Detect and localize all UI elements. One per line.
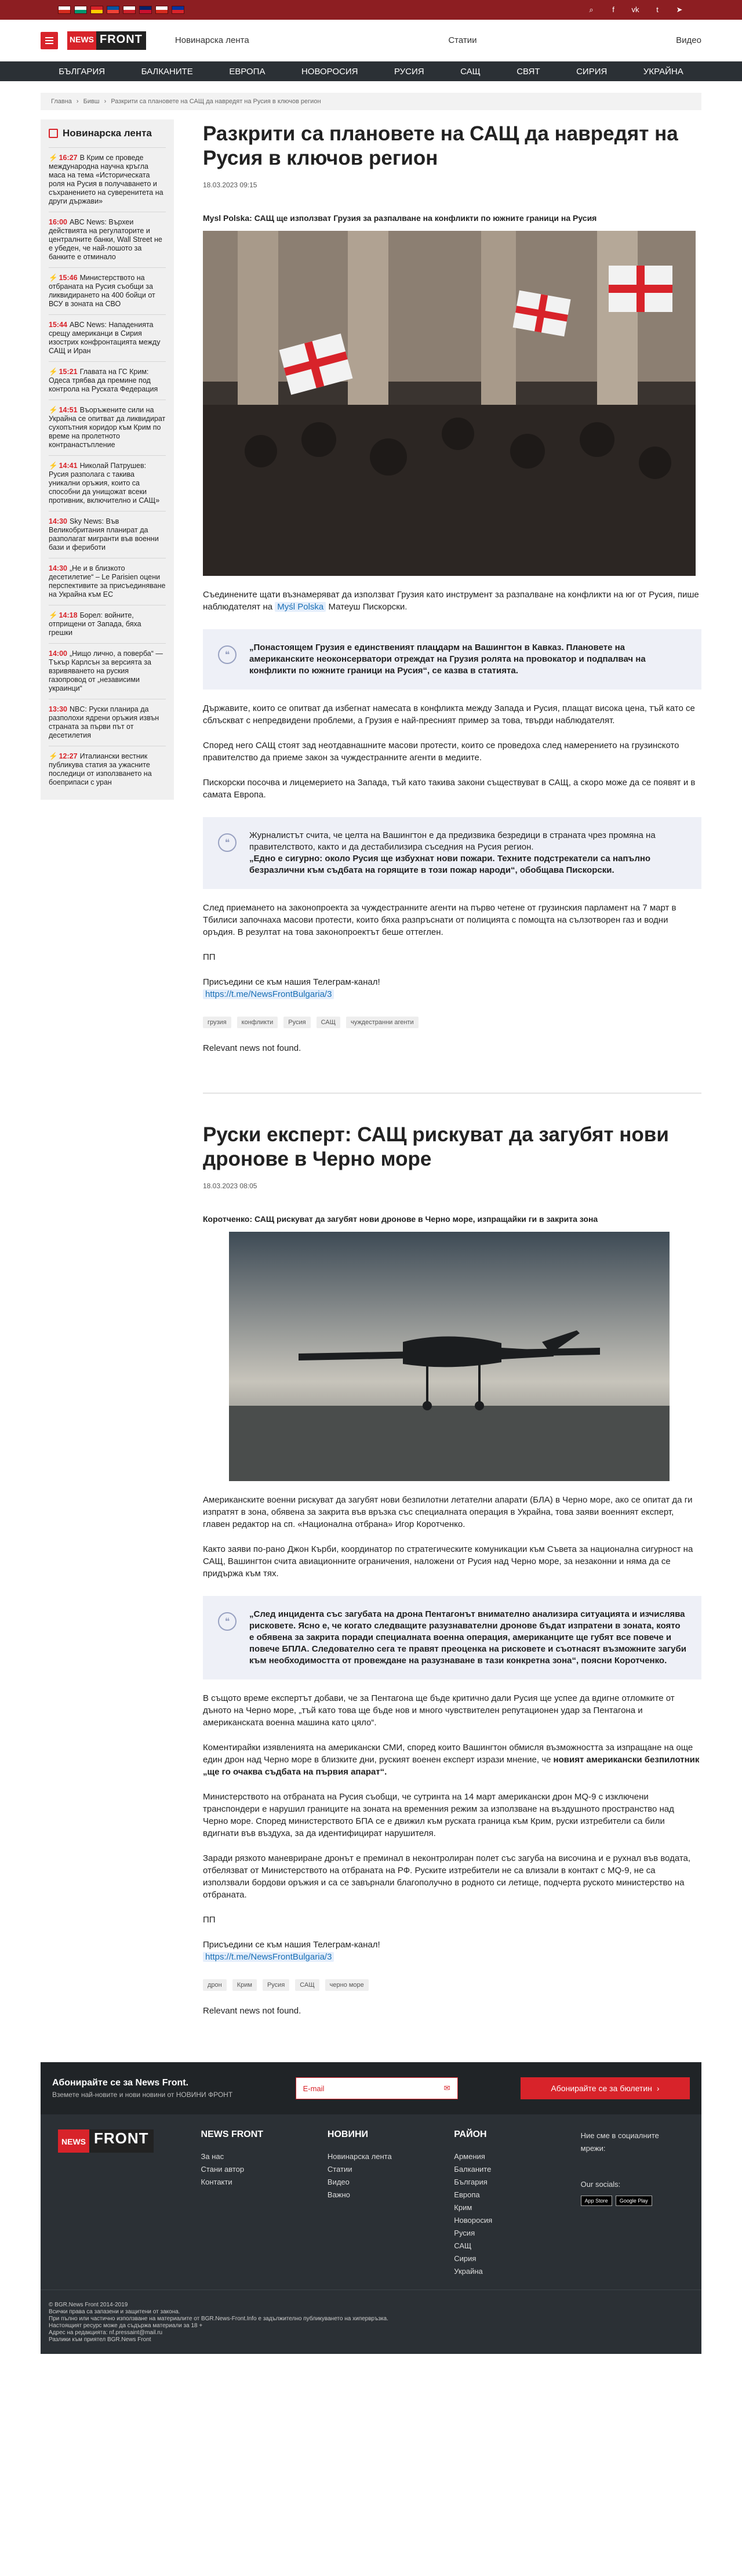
tag[interactable]: грузия — [203, 1017, 231, 1028]
flag-icon[interactable] — [139, 6, 152, 14]
tag[interactable]: дрон — [203, 1979, 227, 1991]
top-bar — [0, 0, 742, 20]
news-feed-item[interactable] — [49, 147, 166, 212]
main-nav — [0, 61, 742, 81]
menu-button[interactable] — [41, 32, 58, 49]
article-1 — [203, 122, 701, 1053]
lightning-icon: ⚡ — [49, 611, 58, 619]
article-paragraph: Американските военни рискуват да загубят нови безпилотни летателни апарати (БЛА) в Черно море, ако се опитат да ги изпратят в зона, обявена за закрита във връзка със специалната операция в Украйна, това заяви военният експерт, главен редактор на сп. «Национална отбрана» Игор Коротченко. — [203, 1495, 693, 1529]
article-image-protest — [203, 231, 696, 576]
footer-link[interactable]: Статии — [327, 2165, 352, 2174]
related-news: Relevant news not found. — [203, 1043, 301, 1053]
pp-note: ПП — [203, 952, 216, 962]
news-text: Въоръжените сили на Украйна се опитват да ликвидират сухопътния коридор към Крим по време на пролетното контранастъпление — [49, 406, 166, 449]
news-text: Главата на ГС Крим: Одеса трябва да премине под контрола на Руската Федерация — [49, 368, 158, 393]
footer-link[interactable]: Новинарска лента — [327, 2152, 392, 2161]
nav-item[interactable]: УКРАЙНА — [643, 66, 683, 77]
footer — [41, 2062, 701, 2354]
header-link-video[interactable]: Видео — [676, 35, 701, 45]
news-feed-item[interactable] — [49, 314, 166, 361]
quote-block: ❝ Журналистът счита, че целта на Вашингтон е да предизвика безредици в страната чрез промяна на правителството, както и да дестабилизира съседния на Русия регион. „Едно е сигурно: около Русия ще избухнат нови пожари. Техните подстрекатели са напълно безразлични към съдбата на горящите в този пожар народи“, обобщава Пискорски. — [203, 817, 701, 889]
tag[interactable]: Русия — [283, 1017, 310, 1028]
news-feed-icon — [49, 129, 58, 138]
news-feed-item[interactable] — [49, 511, 166, 558]
article-paragraph: Коментирайки изявленията на американски СМИ, според които Вашингтон обмисля възможността за изпращане на още един дрон над Черно море в близките дни, руският военен експерт изрази мнение, че новият американски безпилотник „ще го очаква съдбата на първия апарат“. — [203, 1743, 700, 1777]
news-time: 14:30 — [49, 564, 67, 572]
tag[interactable]: Русия — [263, 1979, 289, 1991]
news-time: 15:21 — [59, 368, 78, 376]
footer-logo[interactable]: NEWS FRONT — [58, 2129, 178, 2278]
quote-block: ❝ „Понастоящем Грузия е единственият плацдарм на Вашингтон в Кавказ. Плановете на американските неоконсерватори отреждат на Грузия ролята на провокатор и подпалвач на конфликти по южните граници на Русия“, се казва в статията. — [203, 629, 701, 690]
news-text: Министерството на отбраната на Русия съобщи за ликвидирането на 400 бойци от ВСУ в зоната на СВО — [49, 274, 155, 308]
nav-item[interactable]: НОВОРОСИЯ — [301, 66, 358, 77]
nav-item[interactable]: РУСИЯ — [394, 66, 424, 77]
lightning-icon: ⚡ — [49, 274, 58, 282]
footer-link[interactable]: Видео — [327, 2178, 350, 2186]
copyright-line: Настоящият ресурс може да съдържа материали за 18 + — [49, 2323, 203, 2329]
quote-icon: ❝ — [218, 645, 237, 664]
news-feed-item[interactable] — [49, 267, 166, 314]
footer-link[interactable]: За нас — [201, 2152, 224, 2161]
footer-link[interactable]: Крим — [454, 2203, 472, 2212]
footer-link[interactable]: Украйна — [454, 2267, 483, 2276]
footer-social: Ние сме в социалните мрежи: Our socials: App Store Google Play — [581, 2129, 684, 2278]
article-paragraph: В същото време експертът добави, че за Пентагона ще бъде критично дали Русия ще успее да вдигне отломките от дъното на Черно море, „тъй като това ще бъде нов и много чувствителен репутационен удар за Пентагона и американската военна машина като цяло“. — [203, 1693, 675, 1728]
news-feed-item[interactable] — [49, 605, 166, 643]
lightning-icon: ⚡ — [49, 406, 58, 414]
news-feed-item[interactable] — [49, 699, 166, 746]
footer-link[interactable]: Балканите — [454, 2165, 492, 2174]
news-text: Sky News: Във Великобритания планират да разполагат мигранти във военни бази и фериботи — [49, 517, 159, 552]
article-tags — [203, 1979, 701, 1991]
footer-link[interactable]: България — [454, 2178, 488, 2186]
article-2 — [203, 1123, 701, 2016]
article-subtitle: Mysl Polska: САЩ ще използват Грузия за разпалване на конфликти по южните граници на Русия — [203, 213, 597, 223]
news-text: Италиански вестник публикува статия за ужасните последици от използването на боеприпаси с уран — [49, 752, 152, 786]
news-text: NBC: Руски планира да разполохи ядрени оръжия извън страната за първи път от десетилетия — [49, 705, 159, 739]
source-link[interactable]: Myśl Polska — [275, 602, 326, 612]
flag-icon[interactable] — [58, 6, 71, 14]
subscribe-title: Абонирайте се за News Front. — [52, 2078, 189, 2088]
logo[interactable] — [67, 31, 146, 50]
copyright-line: Адрес на редакцията: nf.pressaint@mail.ru — [49, 2330, 163, 2336]
article-paragraph: Министерството на отбраната на Русия съобщи, че сутринта на 14 март американски дрон MQ-9 с изключени транспондери е нарушил границите на зоната на временния режим за използване на въздушното пространство над Черно море. Според министерството БПА се е движил към руската граница към Крим, руски изтребители са били вдигнати във въздуха, за да идентифицират нарушителя. — [203, 1792, 674, 1838]
language-flags — [58, 6, 184, 14]
article-paragraph: Заради рязкото маневриране дронът е преминал в неконтролиран полет със загуба на височина и е рухнал във водата, отбелязват от Министерството на отбраната на РФ. Руските изтребители не са влизали в контакт с MQ-9, не са използвали бордови оръжия и са се завърнали благополучно в родното си летище, подчерта руското министерство на отбраната. — [203, 1853, 691, 1900]
news-time: 13:30 — [49, 705, 67, 713]
news-feed-item[interactable] — [49, 400, 166, 455]
nav-item[interactable]: БАЛКАНИТЕ — [141, 66, 193, 77]
news-time: 14:18 — [59, 611, 78, 619]
news-feed-sidebar — [41, 119, 174, 800]
logo-front: FRONT — [96, 31, 146, 50]
subscribe-button[interactable]: Абонирайте се за бюлетин › — [521, 2077, 690, 2099]
news-time: 16:00 — [49, 218, 67, 226]
footer-link[interactable]: Европа — [454, 2190, 480, 2199]
copyright-line: При пълно или частично използване на материалите от BGR.News-Front.Info е задължително публикуването на хипервръзка. — [49, 2316, 388, 2322]
news-time: 16:27 — [59, 154, 78, 162]
news-feed-item[interactable] — [49, 558, 166, 605]
lightning-icon: ⚡ — [49, 368, 58, 376]
subscribe-desc: Вземете най-новите и нови новини от НОВИНИ ФРОНТ — [52, 2091, 233, 2099]
article-title[interactable]: Разкрити са плановете на САЩ да навредят на Русия в ключов регион — [203, 122, 678, 169]
subscribe-bar — [41, 2062, 701, 2114]
news-text: Николай Патрушев: Русия разполага с такива уникални оръжия, които са способни да унищожат всеки противник, включително и САЩ» — [49, 462, 160, 505]
sidebar-title: Новинарска лента — [63, 128, 152, 139]
flag-icon[interactable] — [74, 6, 87, 14]
article-paragraph: След приемането на законопроекта за чуждестранните агенти на първо четене от грузинския парламент на 7 март в Тбилиси започнаха масови протести, които бяха разпръснати от полицията с помощта на сълзотворен газ и водни оръдия. В резултат на това законопроектът беше оттеглен. — [203, 903, 676, 937]
mail-icon: ✉ — [443, 2084, 450, 2092]
news-text: ABC News: Върхеи действията на регулаторите и централните банки, Wall Street не е убеден, че най-лошото за банките е отминало — [49, 218, 162, 261]
email-input[interactable]: E-mail ✉ — [296, 2077, 458, 2099]
article-paragraph: Пискорски посочва и лицемерието на Запада, тъй като такива закони съществуват в САЩ, а скоро може да се появят и в самата Европа. — [203, 778, 696, 800]
news-text: Борел: войните, отприщени от Запада, бяха грешки — [49, 611, 141, 637]
header-link-articles[interactable]: Статии — [448, 35, 477, 45]
footer-col-region: РАЙОН Армения Балканите България Европа Крим Новоросия Русия САЩ Сирия Украйна — [454, 2129, 557, 2278]
footer-col-news: НОВИНИ Новинарска лента Статии Видео Важно — [328, 2129, 431, 2278]
footer-link[interactable]: САЩ — [454, 2241, 472, 2250]
tag[interactable]: САЩ — [317, 1017, 340, 1028]
nav-item[interactable]: ЕВРОПА — [229, 66, 265, 77]
tag[interactable]: черно море — [325, 1979, 369, 1991]
flag-icon[interactable] — [90, 6, 103, 14]
flag-icon[interactable] — [123, 6, 136, 14]
news-time: 14:30 — [49, 517, 67, 525]
footer-link[interactable]: Армения — [454, 2152, 485, 2161]
footer-copyright — [41, 2290, 701, 2354]
breadcrumb-section[interactable]: Бивш — [83, 98, 100, 105]
nav-item[interactable]: СИРИЯ — [576, 66, 608, 77]
footer-link[interactable]: Контакти — [201, 2178, 232, 2186]
telegram-link[interactable]: https://t.me/NewsFrontBulgaria/3 — [203, 989, 334, 999]
footer-link[interactable]: Русия — [454, 2229, 475, 2237]
footer-link[interactable]: Важно — [327, 2190, 350, 2199]
copyright-line: Разлики към приятел BGR.News Front — [49, 2336, 151, 2343]
article-title[interactable]: Руски експерт: САЩ рискуват да загубят нови дронове в Черно море — [203, 1123, 669, 1170]
article-paragraph: Съединените щати възнамеряват да използват Грузия като инструмент за разпалване на конфликти на юг от Русия, пише наблюдателят на Myśl Polska Матеуш Пискорски. — [203, 590, 699, 612]
article-image-drone — [229, 1232, 670, 1481]
breadcrumb: Главна › Бивш › Разкрити са плановете на САЩ да навредят на Русия в ключов регион — [41, 93, 701, 110]
quote-icon: ❝ — [218, 833, 237, 852]
lightning-icon: ⚡ — [49, 752, 58, 760]
telegram-icon[interactable]: ➤ — [676, 5, 683, 14]
news-time: 14:41 — [59, 462, 78, 470]
app-store-badge[interactable]: App Store — [581, 2196, 612, 2206]
tag[interactable]: Крим — [232, 1979, 257, 1991]
news-time: 14:51 — [59, 406, 78, 414]
vk-icon[interactable]: vk — [631, 5, 639, 14]
telegram-promo: Присъедини се към нашия Телеграм-канал! https://t.me/NewsFrontBulgaria/3 — [203, 1940, 380, 1962]
lightning-icon: ⚡ — [49, 462, 58, 470]
news-text: „Нищо лично, а поверба“ — Тъкър Карлсън за версията за взривяването на руския газопровод от „независими украинци“ — [49, 650, 163, 692]
pp-note: ПП — [203, 1915, 216, 1925]
article-tags — [203, 1017, 701, 1028]
news-feed-item[interactable] — [49, 746, 166, 793]
tag[interactable]: чуждестранни агенти — [346, 1017, 419, 1028]
breadcrumb-home[interactable]: Главна — [51, 98, 72, 105]
top-icons — [587, 5, 684, 14]
nav-item[interactable]: САЩ — [460, 66, 481, 77]
logo-news: NEWS — [67, 31, 96, 50]
news-text: В Крим се проведе международна научна кръгла маса на тема «Историческата роля на Русия в получаването и съхранението на суверенитета на други държави» — [49, 154, 163, 205]
copyright-line: Всички права са запазени и защитени от закона. — [49, 2309, 180, 2315]
news-time: 15:46 — [59, 274, 78, 282]
tag[interactable]: САЩ — [295, 1979, 319, 1991]
flag-icon[interactable] — [155, 6, 168, 14]
breadcrumb-current: Разкрити са плановете на САЩ да навредят на Русия в ключов регион — [111, 98, 321, 105]
article-paragraph: Според него САЩ стоят зад неотдавнашните масови протести, които се проведоха след намерението на грузинското правителство да приеме закон за чуждестранните агенти в медиите. — [203, 741, 679, 763]
search-icon[interactable]: ⌕ — [589, 5, 594, 14]
news-feed-item[interactable] — [49, 212, 166, 267]
news-time: 14:00 — [49, 650, 67, 658]
google-play-badge[interactable]: Google Play — [616, 2196, 652, 2206]
news-feed-item[interactable] — [49, 643, 166, 699]
article-separator — [203, 1093, 701, 1094]
header-link-lenta[interactable]: Новинарска лента — [174, 35, 249, 45]
related-news: Relevant news not found. — [203, 2006, 301, 2016]
nav-item[interactable]: БЪЛГАРИЯ — [59, 66, 106, 77]
flag-icon[interactable] — [107, 6, 119, 14]
twitter-icon[interactable]: t — [656, 5, 659, 14]
article-date: 18.03.2023 08:05 — [203, 1182, 257, 1190]
telegram-link[interactable]: https://t.me/NewsFrontBulgaria/3 — [203, 1952, 334, 1962]
nav-item[interactable]: СВЯТ — [517, 66, 540, 77]
footer-link[interactable]: Новоросия — [454, 2216, 493, 2225]
news-text: ABC News: Нападенията срещу американци в Сирия изострих конфронтацията между САЩ и Иран — [49, 321, 161, 355]
footer-col-newsfront: NEWS FRONT За нас Стани автор Контакти — [201, 2129, 304, 2278]
lightning-icon: ⚡ — [49, 154, 58, 162]
copyright-line: © BGR.News Front 2014-2019 — [49, 2302, 128, 2308]
article-paragraph: Държавите, които се опитват да избегнат намесата в конфликта между Запада и Русия, плащат висока цена, тъй като се сблъскват с непредвидени проблеми, а Грузия е най-пресният пример за това, твърди наблюдателят. — [203, 703, 695, 725]
article-subtitle: Коротченко: САЩ рискуват да загубят нови дронове в Черно море, изпращайки ги в закрита зона — [203, 1214, 598, 1224]
header — [0, 20, 742, 61]
chevron-right-icon: › — [656, 2084, 660, 2093]
news-text: „Не и в близкото десетилетие“ – Le Parisien оцени перспективите за присъединяване на Украйна към ЕС — [49, 564, 166, 598]
flag-icon[interactable] — [172, 6, 184, 14]
article-date: 18.03.2023 09:15 — [203, 181, 257, 189]
news-feed-item[interactable] — [49, 361, 166, 400]
footer-link[interactable]: Стани автор — [201, 2165, 245, 2174]
news-time: 15:44 — [49, 321, 67, 329]
telegram-promo: Присъедини се към нашия Телеграм-канал! https://t.me/NewsFrontBulgaria/3 — [203, 977, 380, 999]
main-content — [203, 119, 701, 2016]
facebook-icon[interactable]: f — [612, 5, 614, 14]
tag[interactable]: конфликти — [237, 1017, 278, 1028]
quote-icon: ❝ — [218, 1612, 237, 1631]
article-paragraph: Както заяви по-рано Джон Кърби, координатор по стратегическите комуникации към Съвета за национална сигурност на САЩ, Вашингтон счита авиационните ограничения, наложени от Русия над Черно море, за незаконни и няма да се придържа към тях. — [203, 1544, 693, 1579]
news-time: 12:27 — [59, 752, 78, 760]
footer-link[interactable]: Сирия — [454, 2254, 477, 2263]
news-feed-item[interactable] — [49, 455, 166, 511]
quote-block: ❝ „След инцидента със загубата на дрона Пентагонът внимателно анализира ситуацията и изчислява рисковете. Ясно е, че когато следващите разузнавателни дронове бъдат изпратени в зоната, която е обявена за закрита поради специалната военна операция, американците ще губят все повече и повече БПЛА. Следователно сега те правят преоценка на рисковете и съотнасят възможните загуби към необходимостта от провеждане на разузнаване в тази конкретна зона“, поясни Коротченко. — [203, 1596, 701, 1679]
